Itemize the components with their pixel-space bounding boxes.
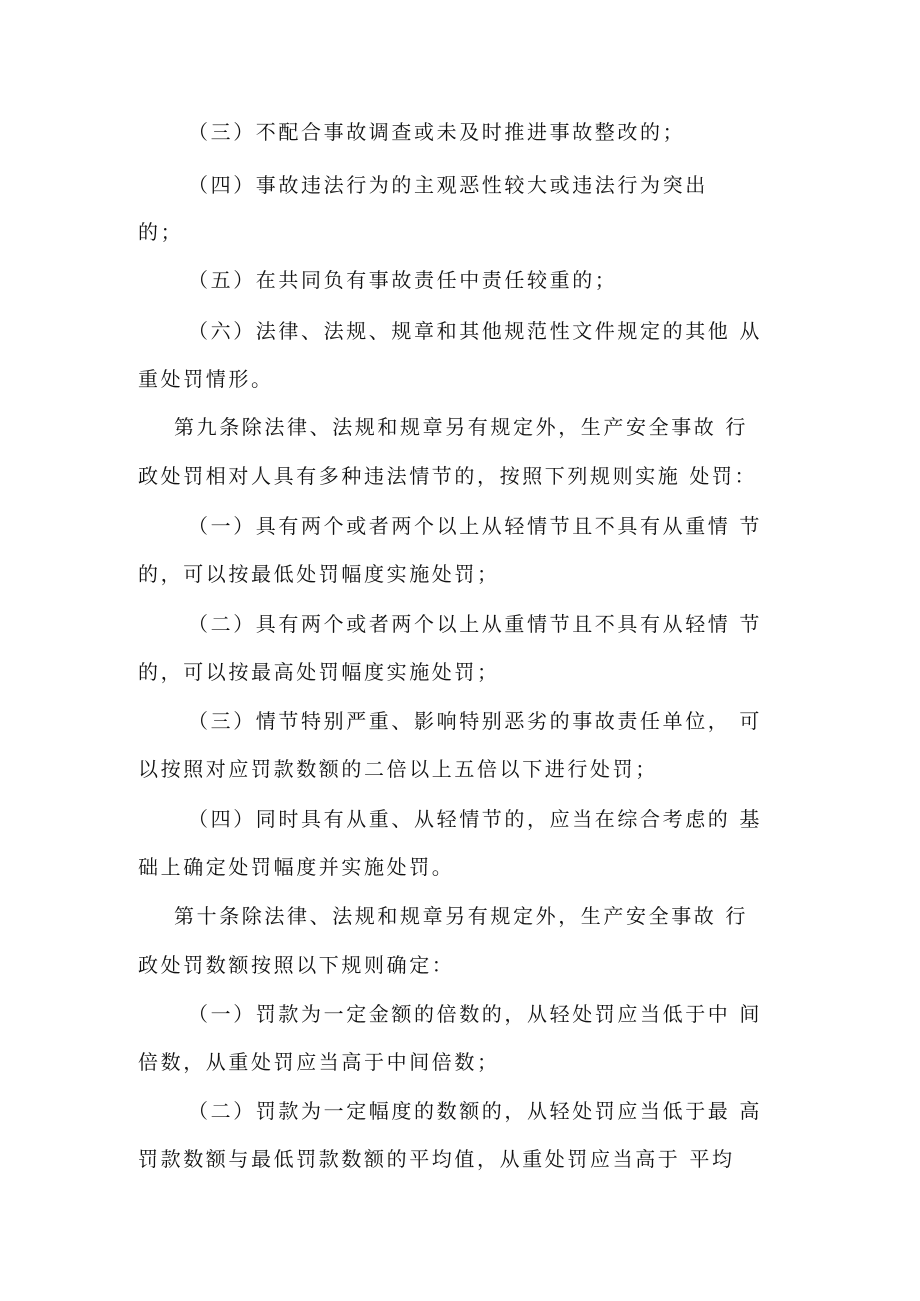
text-line: （二）罚款为一定幅度的数额的，从轻处罚应当低于最 高 [188, 1099, 762, 1123]
text-line: （四）同时具有从重、从轻情节的，应当在综合考虑的 基 [188, 807, 762, 831]
text-line: 重处罚情形。 [138, 367, 274, 391]
text-line: 以按照对应罚款数额的二倍以上五倍以下进行处罚； [138, 757, 658, 781]
text-line: 第十条除法律、法规和规章另有规定外，生产安全事故 行 [174, 904, 748, 928]
text-line: （一）具有两个或者两个以上从轻情节且不具有从重情 节 [188, 514, 762, 538]
text-line: （一）罚款为一定金额的倍数的，从轻处罚应当低于中 间 [188, 1002, 762, 1026]
text-line: 的，可以按最低处罚幅度实施处罚； [138, 562, 500, 586]
text-line: 倍数，从重处罚应当高于中间倍数； [138, 1050, 500, 1074]
text-line: （三）情节特别严重、影响特别恶劣的事故责任单位， 可 [188, 709, 762, 733]
text-line: 政处罚数额按照以下规则确定： [138, 953, 455, 977]
text-line: 础上确定处罚幅度并实施处罚。 [138, 855, 455, 879]
text-line: （三）不配合事故调查或未及时推进事故整改的； [188, 120, 686, 144]
text-line: （五）在共同负有事故责任中责任较重的； [188, 268, 618, 292]
text-line: 的； [138, 220, 184, 244]
text-line: 罚款数额与最低罚款数额的平均值，从重处罚应当高于 平均 [138, 1147, 735, 1171]
text-line: 政处罚相对人具有多种违法情节的，按照下列规则实施 处罚： [138, 464, 758, 488]
text-line: 的，可以按最高处罚幅度实施处罚； [138, 660, 500, 684]
text-line: （六）法律、法规、规章和其他规范性文件规定的其他 从 [188, 319, 762, 343]
text-line: 第九条除法律、法规和规章另有规定外，生产安全事故 行 [174, 415, 748, 439]
text-line: （二）具有两个或者两个以上从重情节且不具有从轻情 节 [188, 612, 762, 636]
text-line: （四）事故违法行为的主观恶性较大或违法行为突出 [188, 173, 708, 197]
